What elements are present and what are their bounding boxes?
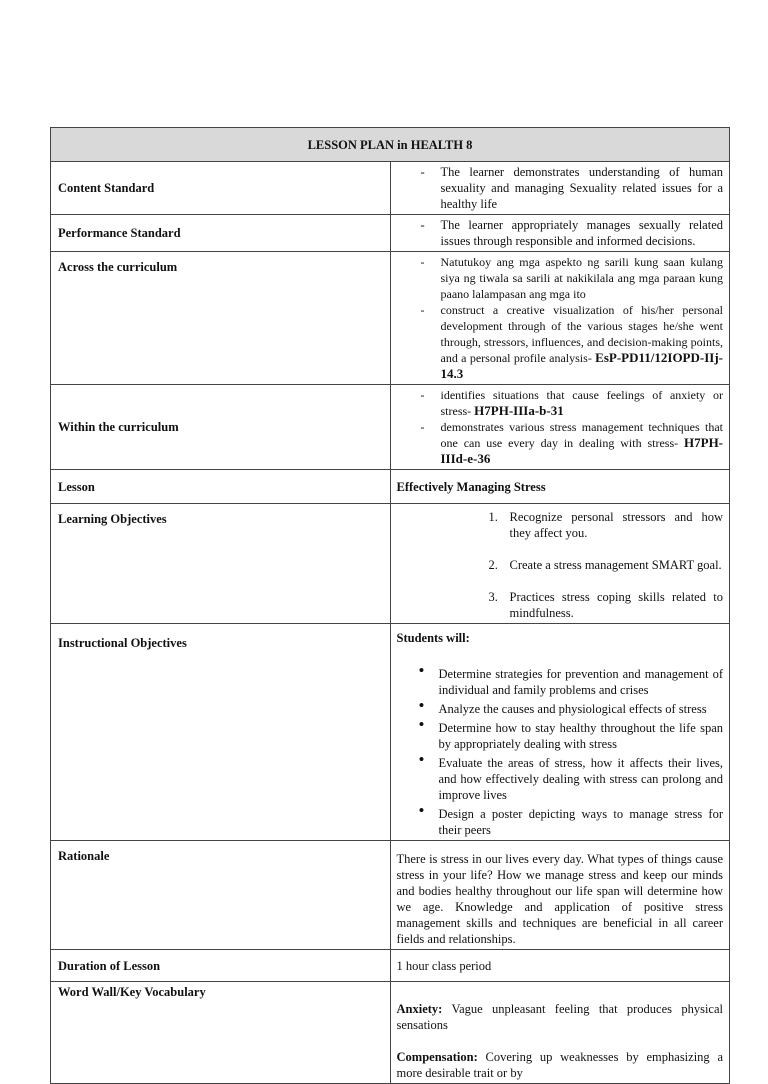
vocabulary-term: Anxiety: Vague unpleasant feeling that produces physical sensations: [396, 1002, 723, 1032]
within-item-1: [397, 387, 724, 419]
within-item-2-code: H7PH-IIId-e-36: [440, 435, 724, 466]
vocabulary-row: [51, 982, 730, 1084]
instructional-objective-item: • Evaluate the areas of stress, how it affects their lives, and how effectively dealing with stress can prolong and improve lives: [397, 755, 724, 803]
lesson-value: Effectively Managing Stress: [390, 470, 730, 504]
vocabulary-label: Word Wall/Key Vocabulary: [51, 982, 391, 1084]
learning-objectives-row: [51, 504, 730, 624]
across-item-2-code: EsP-PD11/12IOPD-IIj- 14.3: [440, 350, 723, 381]
rationale-text: There is stress in our lives every day. What types of things cause stress in your life? How we manage stress and keep our minds and bodies healthy throughout our life span will determine how we age. Knowledge and application of positive stress management skills and techniques are beneficial in all career fields and relationships.: [390, 841, 730, 950]
across-curriculum-row: [51, 252, 730, 385]
instructional-objective-item: • Analyze the causes and physiological effects of stress: [397, 701, 724, 717]
document-title: LESSON PLAN in HEALTH 8: [51, 128, 730, 162]
vocabulary-term: Compensation: Covering up weaknesses by emphasizing a more desirable trait or by: [396, 1050, 723, 1080]
performance-standard-label: Performance Standard: [51, 215, 391, 252]
within-item-2: [397, 419, 724, 467]
learning-objective-item: 2. Create a stress management SMART goal.: [488, 558, 722, 572]
content-standard-row: [51, 162, 730, 215]
instructional-objectives-label: Instructional Objectives: [51, 624, 391, 841]
across-curriculum-label: Across the curriculum: [51, 252, 391, 385]
duration-label: Duration of Lesson: [51, 950, 391, 982]
within-item-1-text: identifies situations that cause feelings of anxiety or stress-: [440, 388, 723, 418]
within-curriculum-label: Within the curriculum: [51, 385, 391, 470]
across-item-2-text: construct a creative visualization of his/her personal development through of the various stages he/she went through, stressors, influences, and decision-making points, and a personal profile analysis-: [440, 303, 723, 365]
lesson-plan-table: [50, 127, 730, 1084]
instructional-objective-item: • Determine how to stay healthy throughout the life span by appropriately dealing with stress: [397, 720, 724, 752]
lesson-row: [51, 470, 730, 504]
rationale-label: Rationale: [51, 841, 391, 950]
learning-objectives-label: Learning Objectives: [51, 504, 391, 624]
instructional-objective-item: • Determine strategies for prevention and management of individual and family problems and crises: [397, 666, 724, 698]
across-item-1: - Natutukoy ang mga aspekto ng sarili kung saan kulang siya ng tiwala sa sarili at nakikilala ang mga paraan kung paano lalampasan ang mga ito: [397, 254, 724, 302]
duration-value: 1 hour class period: [390, 950, 730, 982]
within-curriculum-row: [51, 385, 730, 470]
content-standard-label: Content Standard: [51, 162, 391, 215]
rationale-row: [51, 841, 730, 950]
learning-objective-item: 3. Practices stress coping skills related to mindfulness.: [488, 590, 723, 620]
across-item-2: [397, 302, 724, 382]
performance-standard-row: [51, 215, 730, 252]
lesson-label: Lesson: [51, 470, 391, 504]
instructional-objective-item: • Design a poster depicting ways to manage stress for their peers: [397, 806, 724, 838]
duration-row: [51, 950, 730, 982]
performance-standard-item: - The learner appropriately manages sexually related issues through responsible and informed decisions.: [397, 217, 724, 249]
title-row: [51, 128, 730, 162]
within-item-2-text: demonstrates various stress management techniques that one can use every day in dealing with stress-: [440, 420, 723, 450]
students-will-lead: Students will:: [396, 631, 470, 645]
within-item-1-code: H7PH-IIIa-b-31: [474, 403, 564, 418]
content-standard-item: - The learner demonstrates understanding of human sexuality and managing Sexuality related issues for a healthy life: [397, 164, 724, 212]
learning-objective-item: 1. Recognize personal stressors and how they affect you.: [488, 510, 723, 540]
instructional-objectives-row: [51, 624, 730, 841]
